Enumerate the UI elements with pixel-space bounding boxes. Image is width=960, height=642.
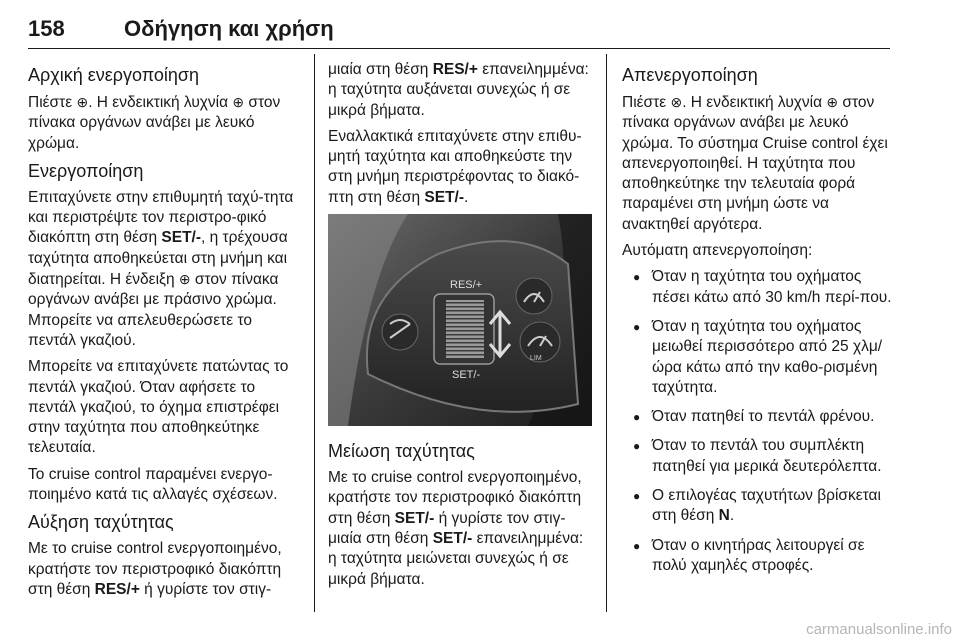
bullet-list (622, 267, 892, 576)
res-label: RES/+ (450, 279, 483, 292)
heading-initial-activation: Αρχική ενεργοποίηση (28, 65, 200, 85)
column-2 (328, 60, 596, 596)
page-header (28, 4, 890, 49)
page-number: 158 (28, 16, 65, 41)
heading-decrease-speed: Μείωση ταχύτητας (328, 441, 475, 462)
paragraph: μιαία στη θέση RES/+ επανειλημμένα: η ταχύτητα αυξάνεται συνεχώς ή σε μικρά βήματα. (328, 61, 589, 119)
cruise-control-icon: ⊕ (826, 94, 839, 110)
paragraph: Πιέστε ⊗. Η ενδεικτική λυχνία ⊕ στον πίνακα οργάνων ανάβει με λευκό χρώμα. Το σύστημα Cruise control έχει απενεργοποιηθεί. Η ταχύτητα που αποθηκεύτηκε την τελευταία φορά παραμένει στη μνήμη ώστε να ανακτηθεί αργότερα. (622, 94, 888, 233)
lim-label: LIM (530, 355, 542, 363)
column-1 (28, 60, 300, 606)
paragraph: Εναλλακτικά επιταχύνετε στην επιθυ-μητή ταχύτητα και αποθηκεύστε την στη μνήμη περιστρέφοντας το διακό-πτη στη θέση SET/-. (328, 127, 582, 206)
paragraph: Πιέστε ⊕. Η ενδεικτική λυχνία ⊕ στον πίνακα οργάνων ανάβει με λευκό χρώμα. (28, 94, 281, 152)
column-3 (622, 60, 892, 585)
heading-activation: Ενεργοποίηση (28, 160, 144, 181)
paragraph: Μπορείτε να επιταχύνετε πατώντας το πεντάλ γκαζιού. Όταν αφήσετε το πεντάλ γκαζιού, το όχημα επιστρέφει στην ταχύτητα που αποθηκεύτηκε τελευταία. (28, 358, 289, 457)
list-item: ● Όταν η ταχύτητα του οχήματος μειωθεί περισσότερο από 25 χλμ/ώρα κάτω από την καθο-ρισμένη ταχύτητα. (622, 317, 892, 398)
paragraph: Αυτόματη απενεργοποίηση: (622, 242, 813, 260)
list-item: ● Ο επιλογέας ταχυτήτων βρίσκεται στη θέση N. (622, 486, 892, 527)
paragraph: Με το cruise control ενεργοποιημένο, κρατήστε τον περιστροφικό διακόπτη στη θέση SET/- ή γυρίστε τον στιγ-μιαία στη θέση SET/- επανειλημμένα: η ταχύτητα μειώνεται συνεχώς ή σε μικρά βήματα. (328, 469, 584, 588)
paragraph: Με το cruise control ενεργοποιημένο, κρατήστε τον περιστροφικό διακόπτη στη θέση RES/+ ή γυρίστε τον στιγ- (28, 540, 282, 598)
watermark: carmanualsonline.info (806, 621, 952, 638)
heading-increase-speed: Αύξηση ταχύτητας (28, 512, 174, 533)
column-divider (606, 54, 607, 612)
list-item: ● Όταν το πεντάλ του συμπλέκτη πατηθεί για μερικά δευτερόλεπτα. (622, 436, 892, 477)
set-label: SET/- (452, 369, 481, 382)
list-item: ● Όταν πατηθεί το πεντάλ φρένου. (622, 407, 892, 427)
list-item: ● Όταν η ταχύτητα του οχήματος πέσει κάτω από 30 km/h περί-που. (622, 267, 892, 308)
cruise-control-icon: ⊕ (178, 271, 191, 288)
paragraph: Το cruise control παραμένει ενεργο-ποιημένο κατά τις αλλαγές σχέσεων. (28, 465, 278, 504)
steering-wheel-controls-photo (328, 214, 592, 426)
cruise-control-icon: ⊕ (76, 94, 89, 110)
chapter-title: Οδήγηση και χρήση (124, 16, 334, 41)
paragraph: Επιταχύνετε στην επιθυμητή ταχύ-τητα και περιστρέψτε τον περιστρο-φικό διακόπτη στη θέση SET/-, η τρέχουσα ταχύτητα αποθηκεύεται στη μνήμη και διατηρείται. Η ένδειξη ⊕ στον πίνακα οργάνων ανάβει με πράσινο χρώμα. Μπορείτε να απελευθερώσετε το πεντάλ γκαζιού. (28, 188, 294, 349)
cruise-off-icon: ⊗ (670, 94, 683, 110)
heading-deactivation: Απενεργοποίηση (622, 65, 758, 85)
column-divider (314, 54, 315, 612)
cruise-control-icon: ⊕ (232, 94, 245, 110)
list-item: ● Όταν ο κινητήρας λειτουργεί σε πολύ χαμηλές στροφές. (622, 536, 892, 577)
